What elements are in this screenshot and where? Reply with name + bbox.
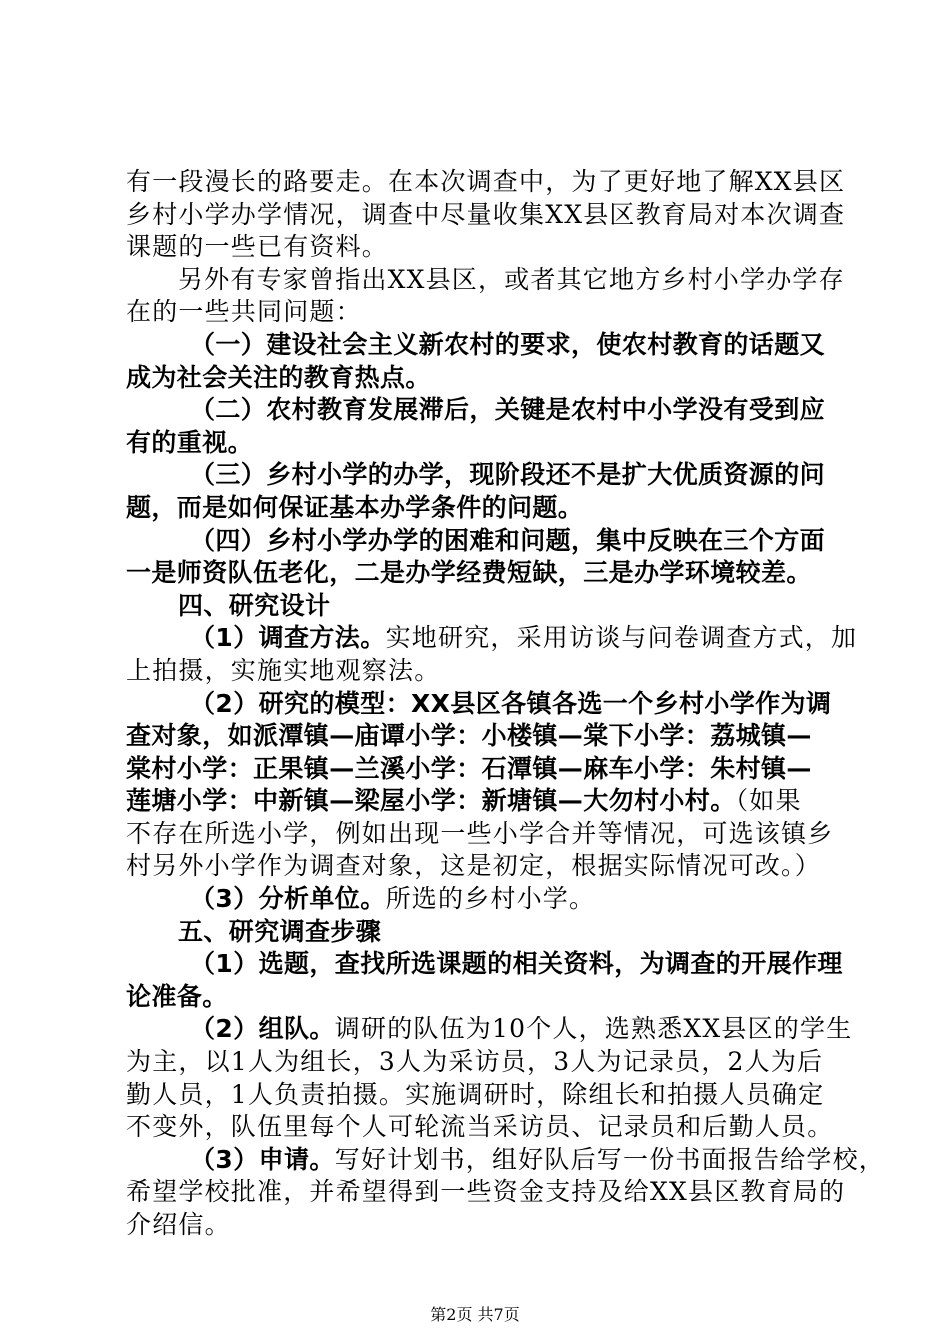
text-run: （1）选题，查找所选课题的相关资料，为调查的开展作理 — [190, 949, 843, 979]
text-run: （3）申请。 — [190, 1144, 335, 1174]
text-line — [126, 1079, 836, 1112]
text-run: 写好计划书，组好队后写一份书面报告给学校， — [334, 1144, 885, 1174]
text-line — [126, 231, 836, 264]
text-run: 莲塘小学：中新镇—梁屋小学：新塘镇—大勿村小村。 — [126, 786, 736, 816]
page-number-footer: 第2页 共7页 — [430, 1305, 520, 1324]
text-run: 查对象，如派潭镇—庙谭小学：小楼镇—棠下小学：荔城镇— — [126, 721, 812, 751]
text-run: 一是师资队伍老化，二是办学经费短缺，三是办学环境较差。 — [126, 558, 812, 588]
text-run: （2）研究的模型：XX县区各镇各选一个乡村小学作为调 — [190, 688, 832, 718]
text-line — [126, 1111, 836, 1144]
text-line — [126, 264, 845, 297]
text-run: 实地研究，采用访谈与问卷调查方式，加 — [385, 623, 858, 653]
text-run: 乡村小学办学情况，调查中尽量收集XX县区教育局对本次调查 — [126, 199, 846, 229]
text-run: 课题的一些已有资料。 — [126, 232, 389, 262]
text-line — [126, 166, 846, 199]
text-line — [126, 850, 836, 883]
text-line — [126, 883, 836, 916]
text-line — [126, 329, 836, 362]
text-line — [126, 525, 836, 558]
text-run: 希望学校批准，并希望得到一些资金支持及给XX县区教育局的 — [126, 1177, 846, 1207]
text-line — [126, 199, 846, 232]
text-line — [126, 785, 836, 818]
text-run: （1）调查方法。 — [190, 623, 386, 653]
text-run: 调研的队伍为10个人，选熟悉XX县区的学生 — [334, 1014, 853, 1044]
text-run: 题，而是如何保证基本办学条件的问题。 — [126, 492, 584, 522]
text-run: 在的一些共同问题： — [126, 297, 362, 327]
text-run: 另外有专家曾指出XX县区，或者其它地方乡村小学办学存 — [178, 264, 845, 294]
text-line — [126, 655, 836, 688]
text-run: 四、研究设计 — [178, 590, 331, 620]
text-run: 所选的乡村小学。 — [385, 884, 596, 914]
text-line — [126, 1013, 853, 1046]
text-line — [126, 753, 836, 786]
text-run: （3）分析单位。 — [190, 884, 386, 914]
text-run: 五、研究调查步骤 — [178, 916, 382, 946]
text-run: （2）组队。 — [190, 1014, 335, 1044]
text-run: 有一段漫长的路要走。在本次调查中，为了更好地了解XX县区 — [126, 167, 846, 196]
document-body — [126, 166, 885, 1242]
text-run: 不存在所选小学，例如出现一些小学合并等情况，可选该镇乡 — [126, 818, 834, 848]
section-heading — [126, 590, 836, 623]
text-run: 介绍信。 — [126, 1210, 231, 1239]
text-run: 有的重视。 — [126, 427, 254, 457]
text-line — [126, 1144, 885, 1177]
text-line — [126, 1209, 836, 1242]
text-run: 论准备。 — [126, 981, 228, 1011]
section-heading — [126, 916, 836, 949]
text-run: （三）乡村小学的办学，现阶段还不是扩大优质资源的问 — [190, 460, 826, 490]
text-line — [126, 492, 836, 525]
text-line — [126, 1176, 846, 1209]
text-run: （一）建设社会主义新农村的要求，使农村教育的话题又 — [190, 329, 826, 359]
text-line — [126, 818, 836, 851]
text-line — [126, 622, 858, 655]
text-run: 勤人员，1人负责拍摄。实施调研时，除组长和拍摄人员确定 — [126, 1079, 825, 1109]
text-run: 棠村小学：正果镇—兰溪小学：石潭镇—麻车小学：朱村镇— — [126, 753, 812, 783]
text-line — [126, 427, 836, 460]
text-run: （二）农村教育发展滞后，关键是农村中小学没有受到应 — [190, 395, 826, 425]
text-line — [126, 362, 836, 395]
text-line — [126, 296, 836, 329]
text-line — [126, 557, 836, 590]
text-run: （如果 — [735, 786, 802, 816]
text-line — [126, 720, 836, 753]
text-run: 村另外小学作为调查对象，这是初定，根据实际情况可改。） — [126, 851, 821, 881]
text-line — [126, 688, 836, 721]
text-line — [126, 948, 843, 981]
text-line — [126, 394, 836, 427]
text-run: 不变外，队伍里每个人可轮流当采访员、记录员和后勤人员。 — [126, 1112, 834, 1142]
text-run: 成为社会关注的教育热点。 — [126, 362, 431, 392]
text-run: 为主，以1人为组长，3人为采访员，3人为记录员，2人为后 — [126, 1047, 824, 1077]
text-run: （四）乡村小学办学的困难和问题，集中反映在三个方面 — [190, 525, 826, 555]
text-line — [126, 459, 836, 492]
text-run: 上拍摄，实施实地观察法。 — [126, 655, 441, 685]
text-line — [126, 1046, 836, 1079]
text-line — [126, 981, 836, 1014]
